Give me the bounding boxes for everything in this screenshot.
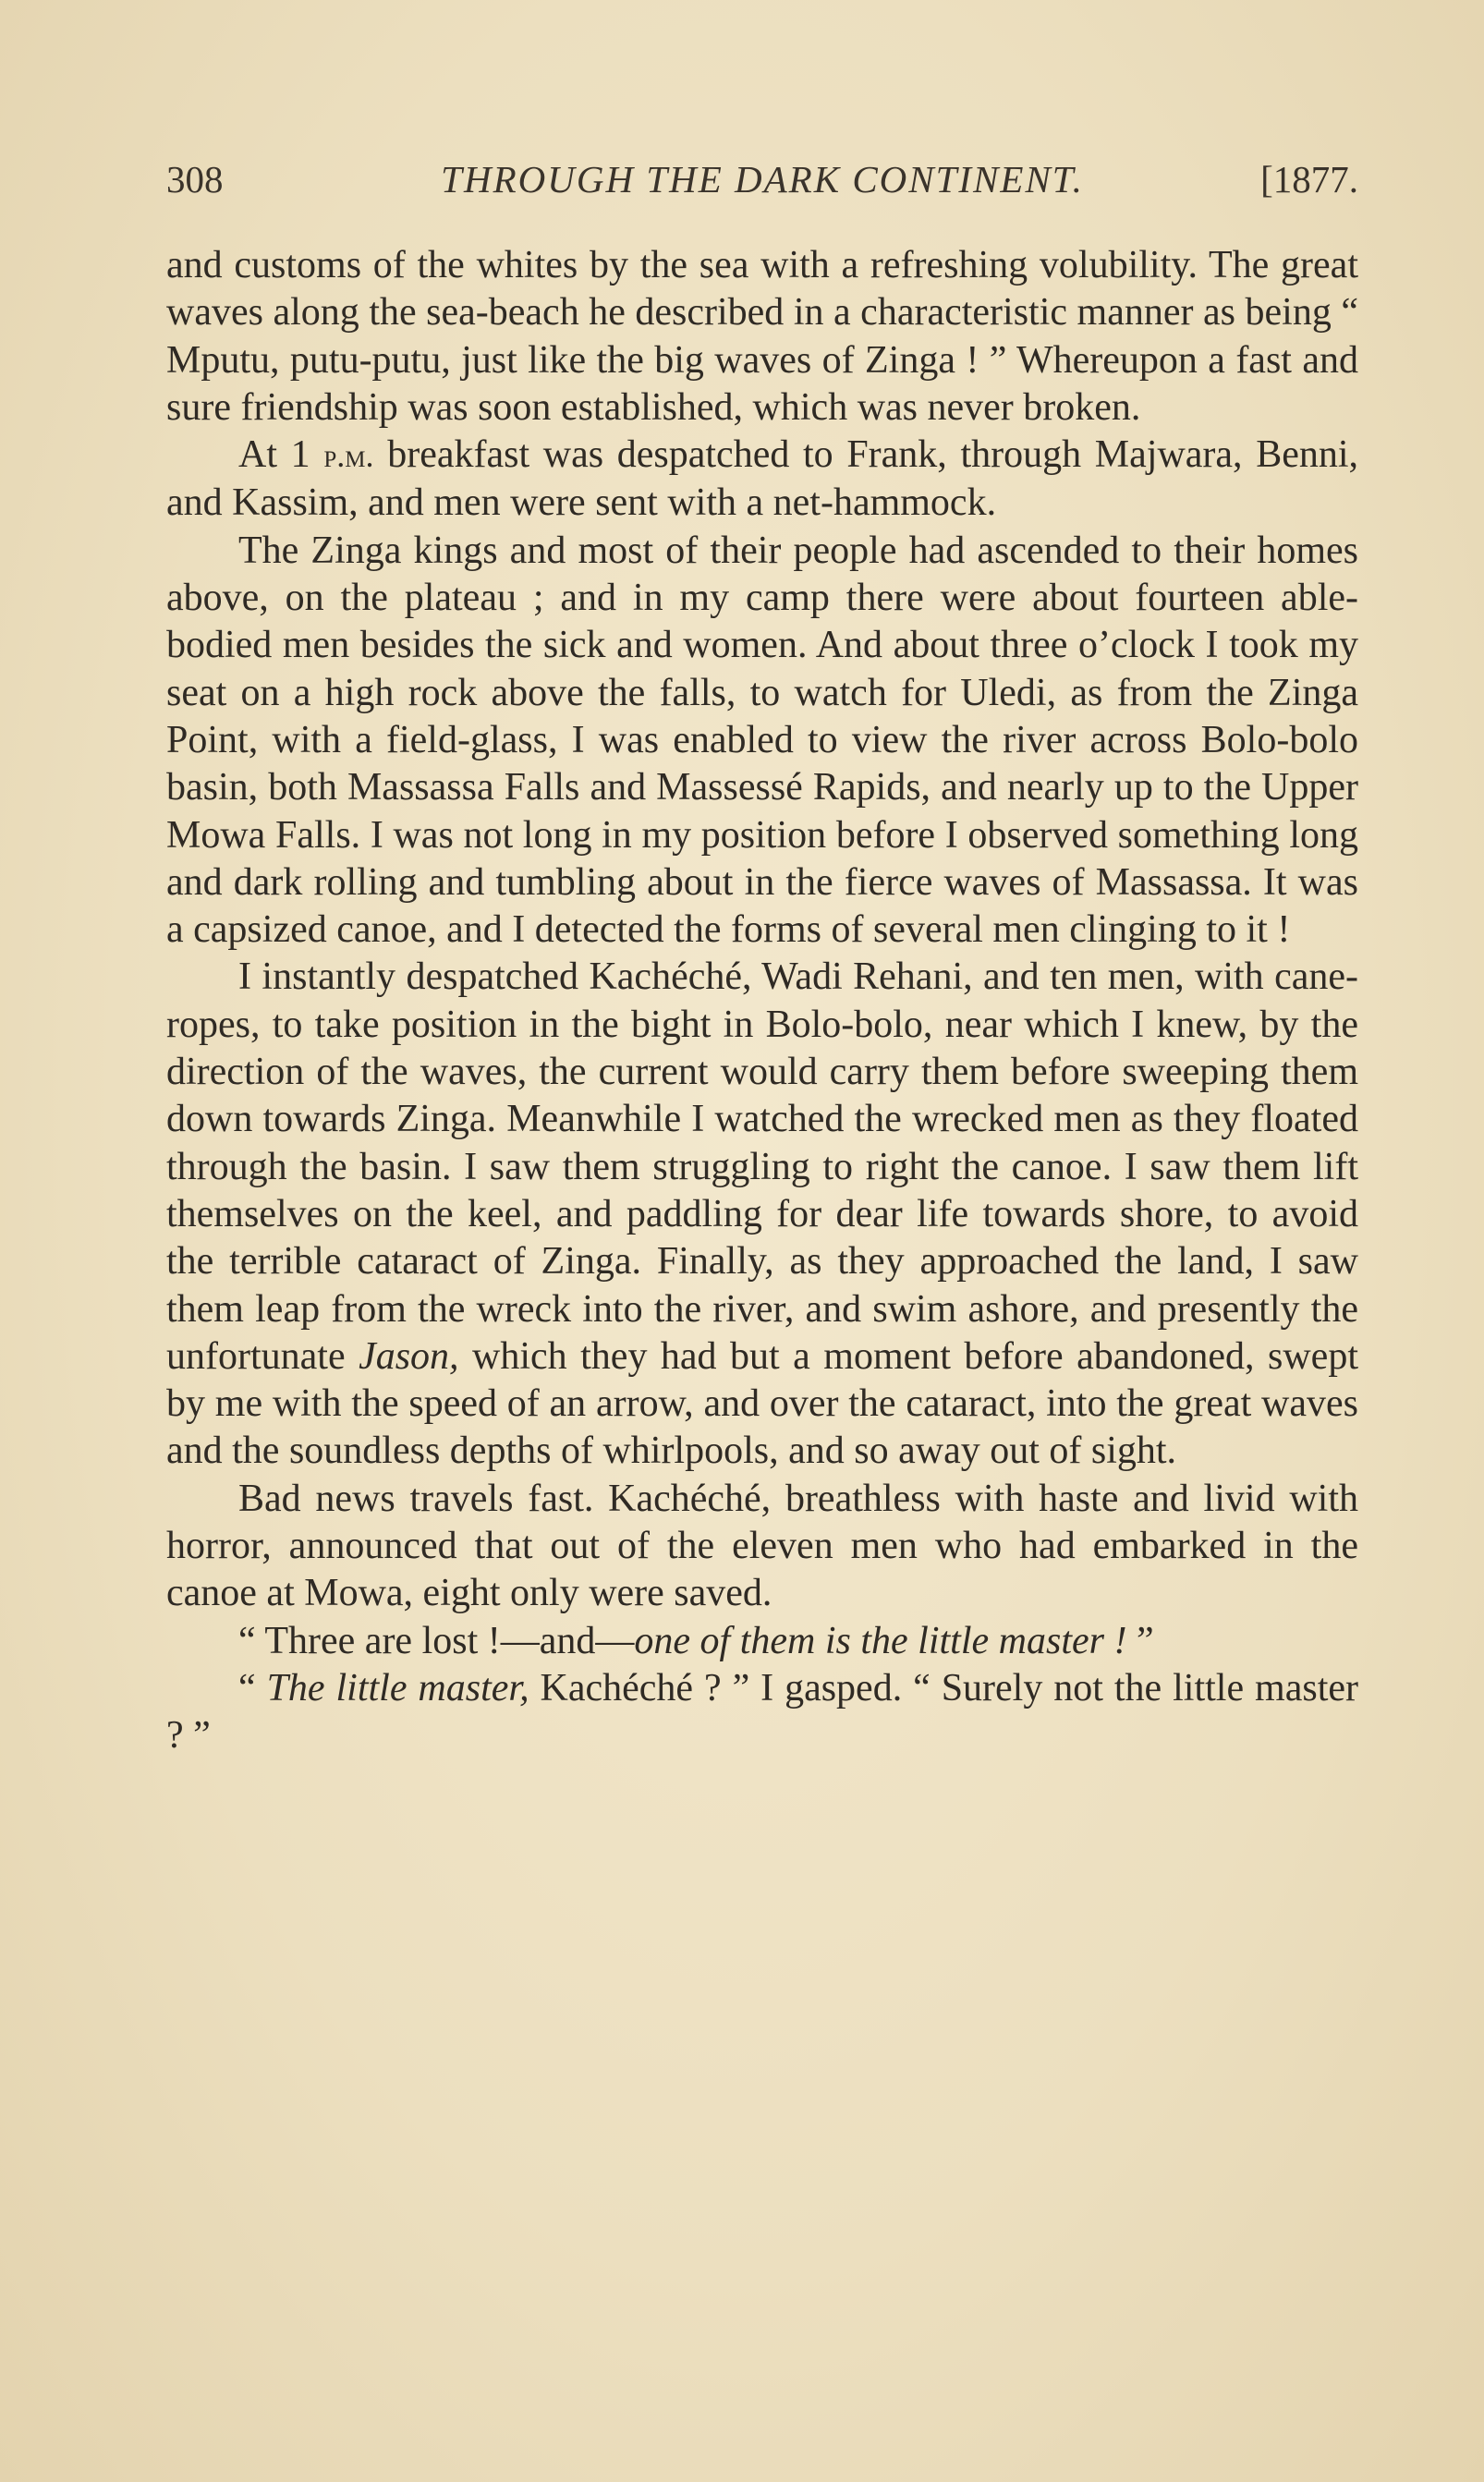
time-pm: p.m. <box>323 437 374 475</box>
page-number: 308 <box>166 158 224 201</box>
ship-name-jason: Jason, <box>359 1334 459 1378</box>
paragraph-4-after: which they had but a moment before abandoned, swept by me with the speed of an arrow, and over the cataract, into the great waves and the soundless depths of whirlpools, and so away out of sight. <box>166 1334 1358 1473</box>
paragraph-5: Bad news travels fast. Kachéché, breathless with haste and livid with horror, announced that out of the eleven men who had embarked in the canoe at Mowa, eight only were saved. <box>166 1477 1358 1615</box>
paragraph-6-after: ” <box>1126 1619 1154 1662</box>
paragraph-6-italic: one of them is the little master ! <box>634 1619 1127 1662</box>
header-year: [1877. <box>1260 158 1358 201</box>
body-text <box>166 242 1358 1760</box>
paragraph-7-open: “ <box>238 1666 267 1709</box>
paragraph-7-after: Kachéché ? ” I gasped. “ Surely not the little master ? ” <box>166 1666 1358 1758</box>
paragraph-1: and customs of the whites by the sea with a refreshing volubility. The great waves along the sea-beach he described in a characteristic manner as being “ Mputu, putu-putu, just like the big waves of Zinga ! ” Whereupon a fast and sure friendship was soon established, which was never broken. <box>166 244 1358 429</box>
paragraph-2-rest: breakfast was despatched to Frank, through Majwara, Benni, and Kassim, and men were sent with a net-hammock. <box>166 433 1359 525</box>
paragraph-6-before: “ Three are lost !—and— <box>238 1619 635 1662</box>
paragraph-7 <box>166 1665 1358 1760</box>
running-title: THROUGH THE DARK CONTINENT. <box>441 158 1084 201</box>
paragraph-2 <box>166 432 1358 528</box>
paragraph-4 <box>166 954 1358 1475</box>
paragraph-3: The Zinga kings and most of their people had ascended to their homes above, on the plateau ; and in my camp there were about fourteen able-bodied men besides the sick and women. And about three o’clock I took my seat on a high rock above the falls, to watch for Uledi, as from the Zinga Point, with a field-glass, I was enabled to view the river across Bolo-bolo basin, both Massassa Falls and Massessé Rapids, and nearly up to the Upper Mowa Falls. I was not long in my position before I observed something long and dark rolling and tumbling about in the fierce waves of Massassa. It was a capsized canoe, and I detected the forms of several men clinging to it ! <box>166 529 1358 952</box>
paragraph-2-prefix: At 1 <box>238 433 310 477</box>
paragraph-7-italic: The little master, <box>266 1666 529 1709</box>
running-header <box>166 157 1358 213</box>
paragraph-6 <box>166 1618 1358 1665</box>
paragraph-4-before: I instantly despatched Kachéché, Wadi Rehani, and ten men, with cane-ropes, to take position in the bight in Bolo-bolo, near which I knew, by the direction of the waves, the current would carry them before sweeping them down towards Zinga. Meanwhile I watched the wrecked men as they floated through the basin. I saw them struggling to right the canoe. I saw them lift themselves on the keel, and paddling for dear life towards shore, to avoid the terrible cataract of Zinga. Finally, as they approached the land, I saw them leap from the wreck into the river, and swim ashore, and presently the unfortunate <box>166 955 1358 1378</box>
